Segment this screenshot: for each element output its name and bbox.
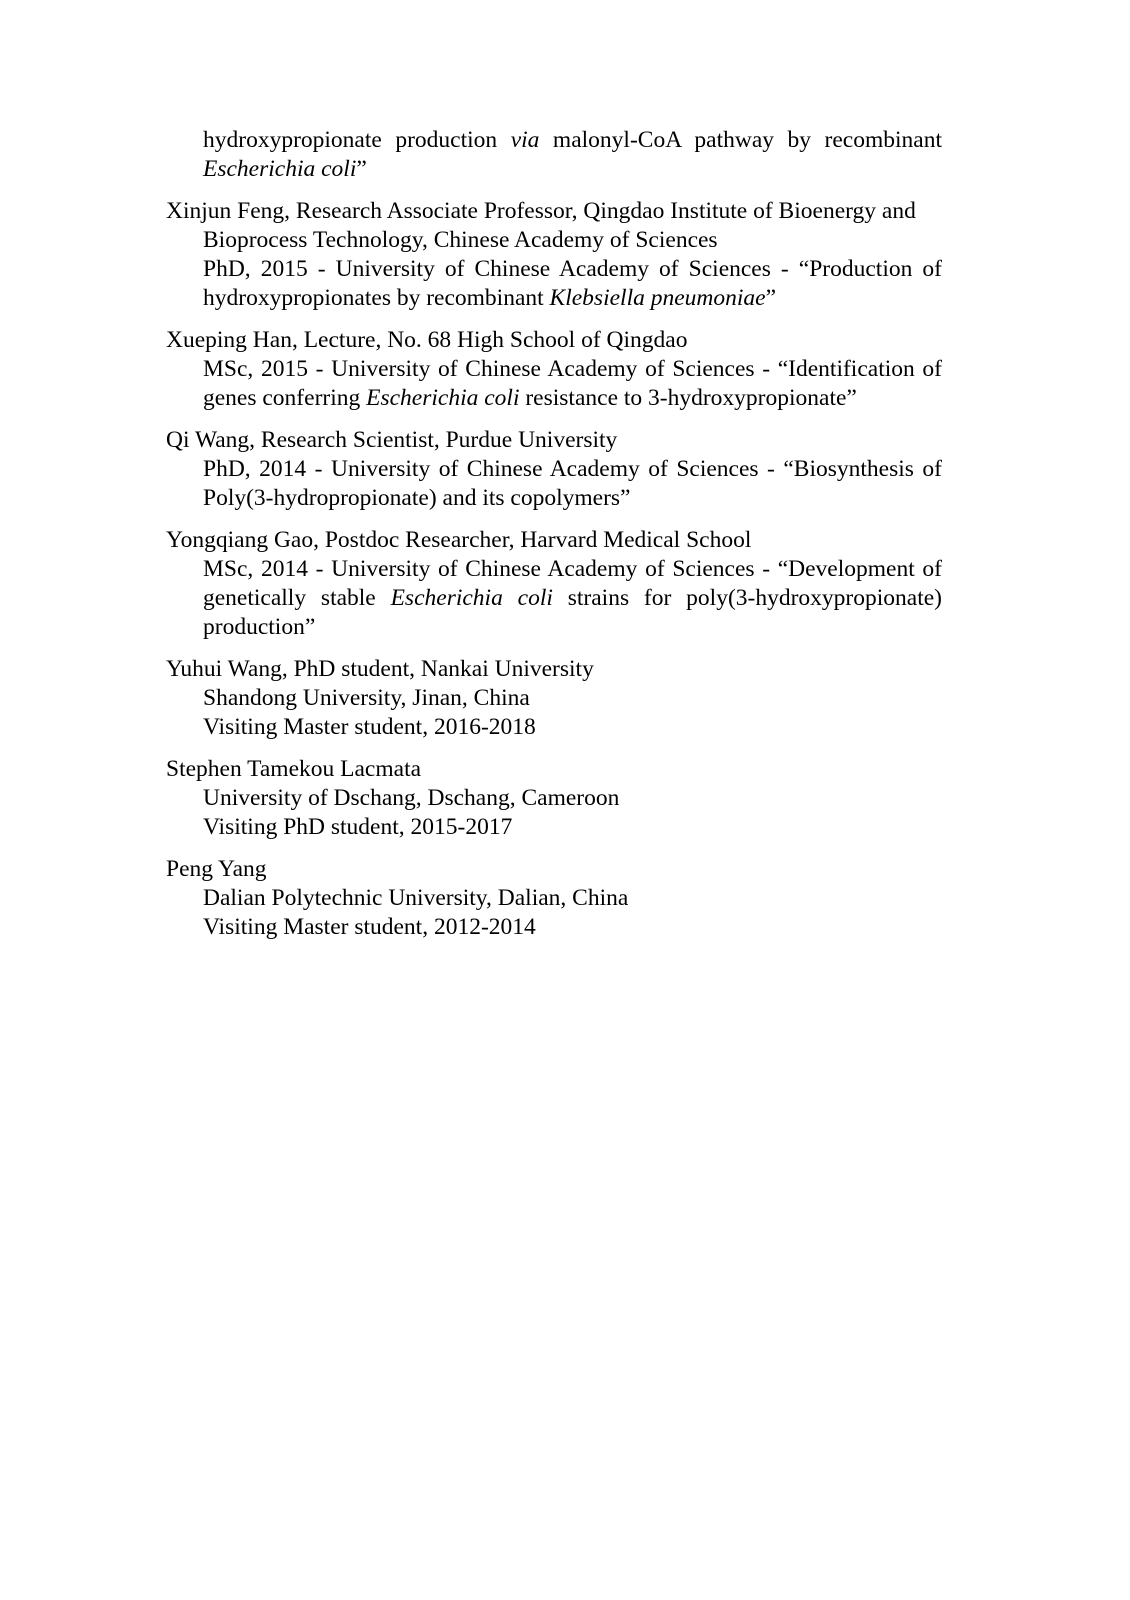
cv-entry <box>166 526 942 642</box>
entry-name-text: Qi Wang, Research Scientist, Purdue University <box>166 427 618 453</box>
entry-affiliation-text: Shandong University, Jinan, China <box>203 685 530 711</box>
entry-role-text: Visiting PhD student, 2015-2017 <box>203 814 513 840</box>
entry-detail-italic-species: Escherichia coli <box>366 385 520 411</box>
entry-role-text: Visiting Master student, 2012-2014 <box>203 914 536 940</box>
entry-name-text: Stephen Tamekou Lacmata <box>166 756 422 782</box>
entry-name-line-continued <box>203 226 942 255</box>
entry-name-continued-text: Bioprocess Technology, Chinese Academy of Sciences <box>203 227 718 253</box>
entry-detail-post: resistance to 3-hydroxypropionate” <box>519 385 857 411</box>
continuation-paragraph <box>166 126 942 184</box>
entry-affiliation-text: Dalian Polytechnic University, Dalian, China <box>203 885 629 911</box>
entry-name-text: Peng Yang <box>166 856 267 882</box>
entry-name-text: Yongqiang Gao, Postdoc Researcher, Harvard Medical School <box>166 527 752 553</box>
entry-name-line <box>166 755 942 784</box>
entry-detail-line <box>203 555 942 642</box>
entry-affiliation-line <box>203 684 942 713</box>
entry-name-text: Yuhui Wang, PhD student, Nankai University <box>166 656 594 682</box>
continuation-italic-species: Escherichia coli <box>203 156 357 182</box>
entry-detail-line <box>203 255 942 313</box>
entry-name-line <box>166 855 942 884</box>
entry-affiliation-line <box>203 884 942 913</box>
continuation-text-post: malonyl-CoA pathway by recombinant <box>539 127 942 153</box>
entry-detail-pre: PhD, 2014 - University of Chinese Academy of Sciences - “Biosynthesis of Poly(3-hydropropionate) and its copolymers” <box>203 456 942 511</box>
entry-detail-pre: MSc, 2015 - University of Chinese Academy of Sciences - “Identification of genes conferring <box>203 356 942 411</box>
entry-role-line <box>203 713 942 742</box>
entry-detail-pre: PhD, 2015 - University of Chinese Academy of Sciences - “Production of hydroxypropionates by recombinant <box>203 256 942 311</box>
document-text-body <box>166 126 942 942</box>
entry-role-line <box>203 813 942 842</box>
cv-entry <box>166 197 942 313</box>
entry-detail-italic-species: Klebsiella pneumoniae <box>549 285 766 311</box>
cv-entry <box>166 755 942 842</box>
entry-detail-post: ” <box>765 285 777 311</box>
continuation-text-pre: hydroxypropionate production <box>203 127 511 153</box>
entry-role-text: Visiting Master student, 2016-2018 <box>203 714 536 740</box>
entry-name-text: Xueping Han, Lecture, No. 68 High School of Qingdao <box>166 327 688 353</box>
cv-entry <box>166 855 942 942</box>
entry-detail-post: strains for poly(3-hydroxypropionate) production” <box>203 585 942 640</box>
entry-detail-pre: MSc, 2014 - University of Chinese Academy of Sciences - “Development of genetically stable <box>203 556 942 611</box>
entry-name-line <box>166 197 942 226</box>
entry-detail-italic-species: Escherichia coli <box>390 585 553 611</box>
entry-name-line <box>166 426 942 455</box>
entry-name-line <box>166 526 942 555</box>
entry-name-line <box>166 655 942 684</box>
entry-detail-line <box>203 355 942 413</box>
cv-entry <box>166 326 942 413</box>
entry-affiliation-line <box>203 784 942 813</box>
cv-entry <box>166 426 942 513</box>
entry-detail-line <box>203 455 942 513</box>
entry-name-line <box>166 326 942 355</box>
continuation-text <box>203 126 942 184</box>
entry-affiliation-text: University of Dschang, Dschang, Cameroon <box>203 785 620 811</box>
entry-role-line <box>203 913 942 942</box>
cv-entry <box>166 655 942 742</box>
entry-name-text: Xinjun Feng, Research Associate Professor, Qingdao Institute of Bioenergy and <box>166 198 916 224</box>
continuation-closing-quote: ” <box>356 156 367 182</box>
continuation-italic-via: via <box>510 127 540 153</box>
